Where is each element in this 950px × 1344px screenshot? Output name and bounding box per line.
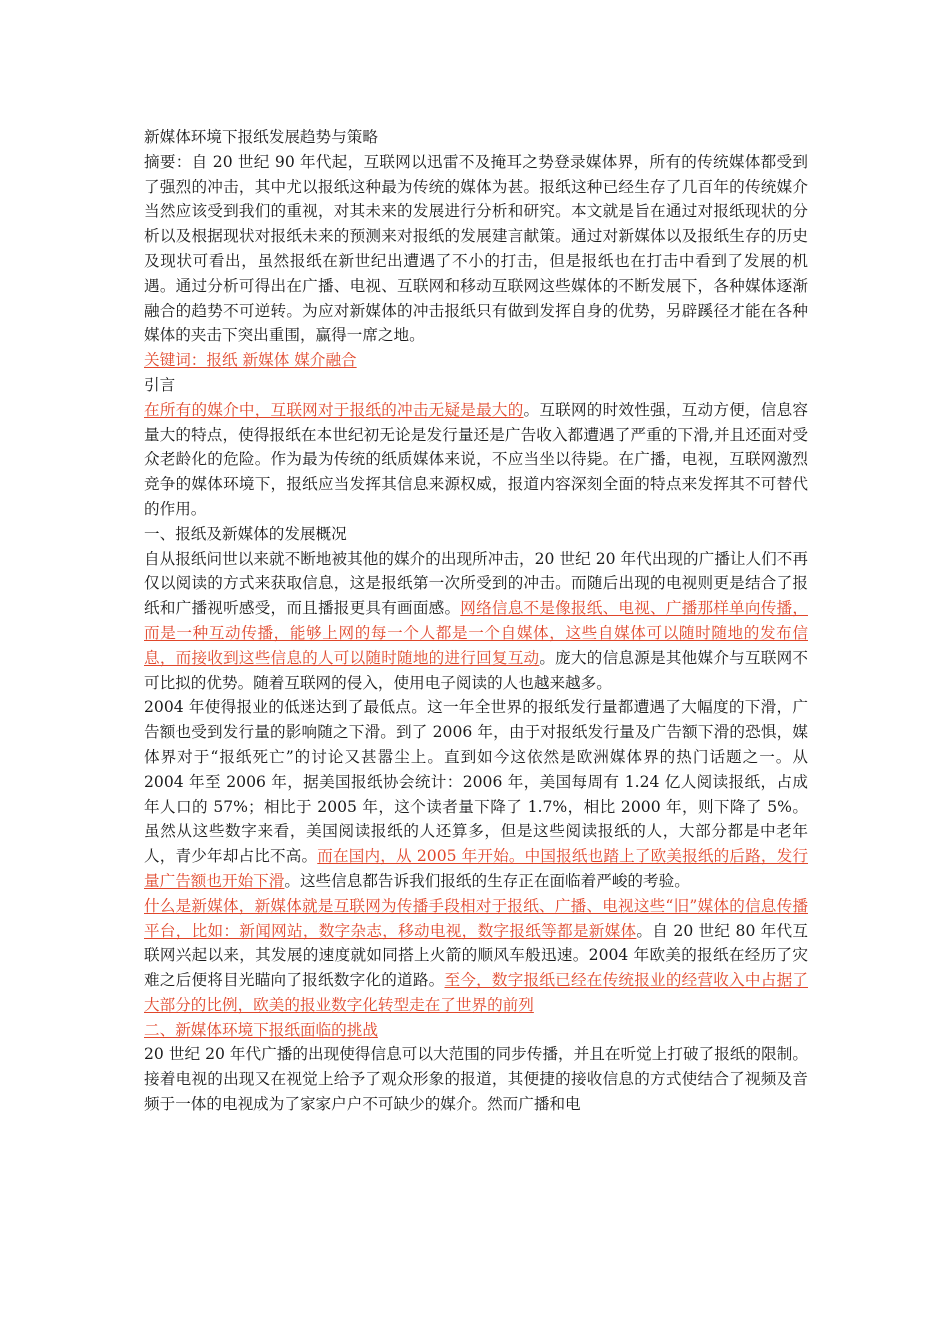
body-text: 。互联网的时效性强，互动方便，信息容量大的特点，使得报纸在本世纪初无论是发行量还是广告收入都遭遇了严重的下滑,并且还面对受众老龄化的危险。作为最为传统的纸质媒体来说，不应当坐以待毙。在广播，电视，互联网激烈竞争的媒体环境下，报纸应当发挥其信息来源权威，报道内容深刻全面的特点来发挥其不可替代的作用。	[144, 400, 808, 518]
body-text: 自从报纸问世以来就不断地被其他的媒介的出现所冲击，20 世纪 20 年代出现的广播让人们不再仅以阅读的方式来获取信息，这是报纸第一次所受到的冲击。而随后出现的电视则更是结合了报纸和广播视听感受，而且播报更具有画面感。	[144, 549, 808, 618]
body-text: 。庞大的信息源是其他媒介与互联网不可比拟的优势。随着互联网的侵入，使用电子阅读的人也越来越多。	[144, 648, 808, 692]
intro-heading: 引言	[144, 375, 176, 394]
abstract-paragraph: 摘要：自 20 世纪 90 年代起，互联网以迅雷不及掩耳之势登录媒体界，所有的传统媒体都受到了强烈的冲击，其中尤以报纸这种最为传统的媒体为甚。报纸这种已经生存了几百年的传统媒介当然应该受到我们的重视，对其未来的发展进行分析和研究。本文就是旨在通过对报纸现状的分析以及根据现状对报纸未来的预测来对报纸的发展建言献策。通过对新媒体以及报纸生存的历史及现状可看出，虽然报纸在新世纪出遭遇了不小的打击，但是报纸也在打击中看到了发展的机遇。通过分析可得出在广播、电视、互联网和移动互联网这些媒体的不断发展下，各种媒体逐渐融合的趋势不可逆转。为应对新媒体的冲击报纸只有做到发挥自身的优势，另辟蹊径才能在各种媒体的夹击下突出重围，赢得一席之地。	[144, 152, 808, 345]
paragraph-2	[144, 695, 808, 893]
body-text: 。这些信息都告诉我们报纸的生存正在面临着严峻的考验。	[284, 871, 690, 890]
paragraph-3	[144, 894, 808, 1018]
highlighted-text: 什么是新媒体，新媒体就是互联网为传播手段相对于报纸、广播、电视这些“旧”媒体的信息传播平台，比如：新闻网站，数字杂志，移动电视，数字报纸等都是新媒体	[144, 896, 808, 940]
section-2-heading: 二、新媒体环境下报纸面临的挑战	[144, 1020, 378, 1039]
body-text: 2004 年使得报业的低迷达到了最低点。这一年全世界的报纸发行量都遭遇了大幅度的下滑，广告额也受到发行量的影响随之下滑。到了 2006 年，由于对报纸发行量及广告额下滑的恐惧，媒体界对于“报纸死亡”的讨论又甚嚣尘上。直到如今这依然是欧洲媒体界的热门话题之一。从 2004 年至 2006 年，据美国报纸协会统计：2006 年，美国每周有 1.24 亿人阅读报纸，占成年人口的 57%；相比于 2005 年，这个读者量下降了 1.7%，相比 2000 年，则下降了 5%。虽然从这些数字来看，美国阅读报纸的人还算多，但是这些阅读报纸的人，大部分都是中老年人，青少年却占比不高。	[144, 698, 808, 866]
highlighted-text: 而在国内，从 2005 年开始。中国报纸也踏上了欧美报纸的后路，发行量广告额也开始下滑	[144, 847, 808, 890]
highlighted-text: 在所有的媒介中，互联网对于报纸的冲击无疑是最大的	[144, 400, 524, 419]
section-1-heading: 一、报纸及新媒体的发展概况	[144, 524, 347, 543]
document-page	[144, 125, 808, 1117]
keywords-line: 关键词：报纸 新媒体 媒介融合	[144, 351, 357, 370]
body-text: 。自 20 世纪 80 年代互联网兴起以来，其发展的速度就如同搭上火箭的顺风车般迅速。2004 年欧美的报纸在经历了灾难之后便将目光瞄向了报纸数字化的道路。	[144, 921, 808, 990]
doc-title: 新媒体环境下报纸发展趋势与策略	[144, 128, 378, 146]
paragraph-4: 20 世纪 20 年代广播的出现使得信息可以大范围的同步传播，并且在听觉上打破了报纸的限制。接着电视的出现又在视觉上给予了观众形象的报道，其便捷的接收信息的方式使结合了视频及音频于一体的电视成为了家家户户不可缺少的媒介。然而广播和电	[144, 1045, 808, 1114]
highlighted-text: 至今，数字报纸已经在传统报业的经营收入中占据了大部分的比例，欧美的报业数字化转型走在了世界的前列	[144, 971, 808, 1014]
highlighted-text: 网络信息不是像报纸、电视、广播那样单向传播，而是一种互动传播，能够上网的每一个人都是一个自媒体，这些自媒体可以随时随地的发布信息，而接收到这些信息的人可以随时随地的进行回复互动	[144, 599, 808, 667]
paragraph-1	[144, 547, 808, 696]
intro-paragraph	[144, 398, 808, 522]
